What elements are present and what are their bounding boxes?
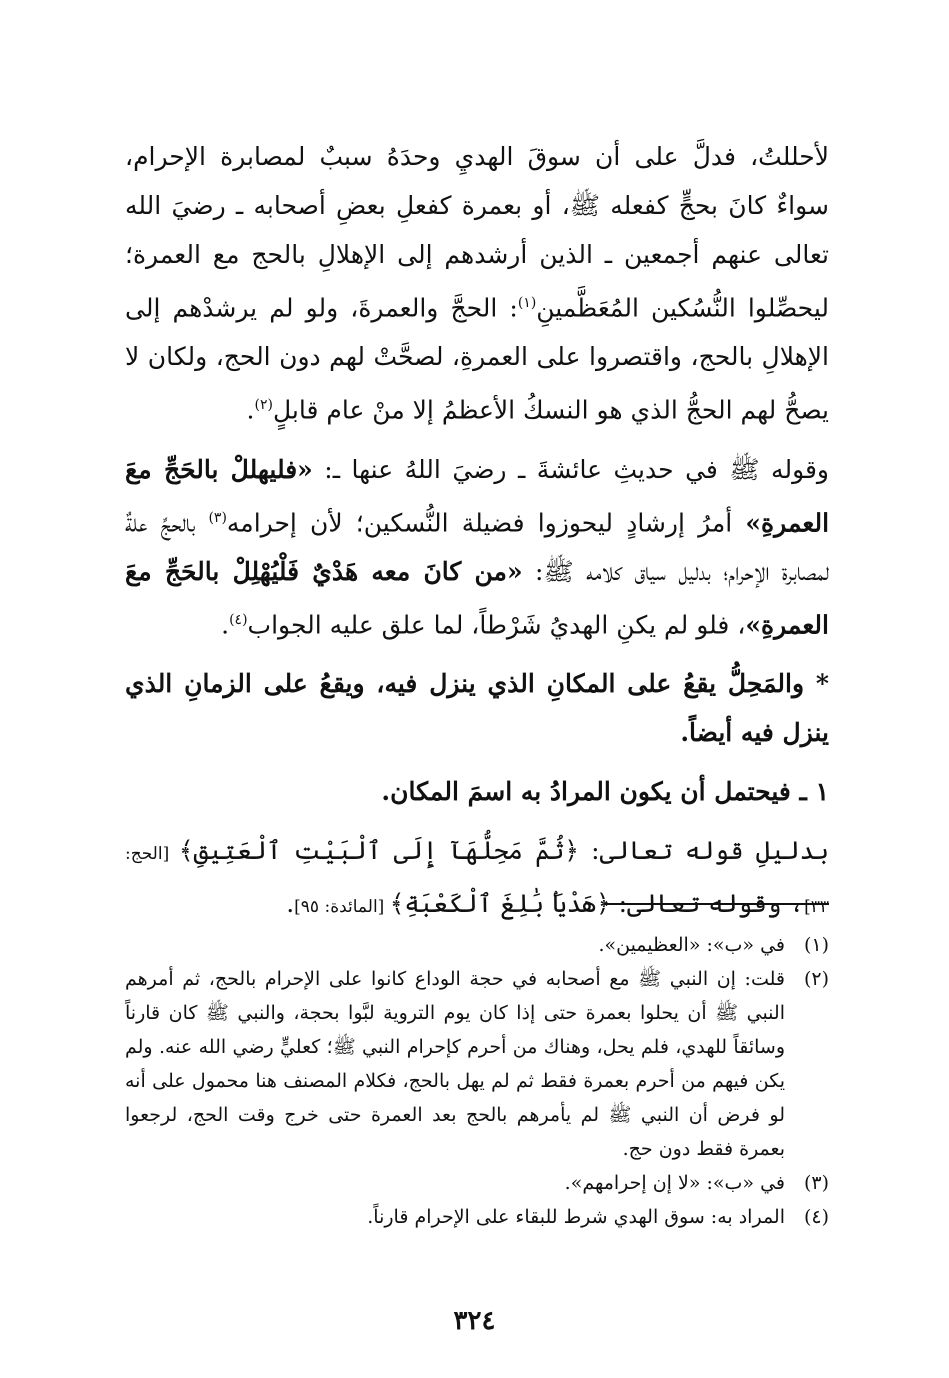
footnote-number: (٣) <box>803 1172 829 1194</box>
footnote <box>125 1166 829 1200</box>
footnote-ref-2[interactable]: (٢) <box>254 397 273 414</box>
footnote-number: (٤) <box>803 1206 829 1228</box>
quran-verse-2: ﴿هَدْيَاۢ بَٰلِغَ ٱلْكَعْبَةِ﴾ <box>389 889 611 919</box>
footnote-ref-3[interactable]: (٣) <box>208 509 227 526</box>
paragraph-5: بدليلِ قوله تعالى: ﴿ثُمَّ مَحِلُّهَآ إِلَى ٱلْبَيْتِ ٱلْعَتِيقِ﴾ [الحج: ٣٣]، وقوله تعالى: ﴿هَدْيَاۢ بَٰلِغَ ٱلْكَعْبَةِ﴾ [المائدة: ٩٥]. <box>125 836 829 919</box>
footnote-text: في «ب»: «لا إن إحرامهم». <box>564 1172 785 1194</box>
verse-ref-1: [الحج: ٣٣] <box>125 844 829 918</box>
page-number: ٣٢٤ <box>453 1306 496 1336</box>
footnotes <box>125 928 829 1234</box>
verse-ref-2: [المائدة: ٩٥] <box>294 897 390 918</box>
footnote-divider <box>604 903 829 905</box>
footnote-number: (١) <box>803 934 829 956</box>
footnote-text: المراد به: سوق الهدي شرط للبقاء على الإحرام قارناً. <box>367 1206 785 1228</box>
hadith-quote-2: «من كانَ معه هَدْيٌ فَلْيُهْلِلْ بالحَجِّ معَ العمرةِ» <box>125 556 829 640</box>
quran-verse-1: ﴿ثُمَّ مَحِلُّهَآ إِلَى ٱلْبَيْتِ ٱلْعَتِيقِ﴾ <box>178 836 580 866</box>
paragraph-2: وقوله ﷺ في حديثِ عائشةَ ـ رضيَ اللهُ عنها ـ: «فليهللْ بالحَجِّ معَ العمرةِ» أمرُ إرشادٍ ليحوزوا فضيلة النُّسكين؛ لأن إحرامه$^{(٣)}$ بالحجِّ علةٌ لمصابرة الإحرام؛ بدليل سياق كلامه ﷺ: «من كانَ معه هَدْيٌ فَلْيُهْلِلْ بالحَجِّ معَ العمرةِ»، فلو لم يكنِ الهديُ شَرْطاً، لما علق عليه الجواب$^{(٤)}$. <box>125 454 830 640</box>
footnote-number: (٢) <box>803 968 829 990</box>
paragraph-1: لأحللتُ، فدلَّ على أن سوقَ الهديِ وحدَهُ سببٌ لمصابرة الإحرام، سواءٌ كانَ بحجٍّ كفعله ﷺ، أو بعمرة كفعلِ بعضِ أصحابه ـ رضيَ الله تعالى عنهم أجمعين ـ الذين أرشدهم إلى الإهلالِ بالحج مع العمرة؛ ليحصِّلوا النُّسُكين المُعَظَّمينِ$^{(١)}$: الحجَّ والعمرةَ، ولو لم يرشدْهم إلى الإهلالِ بالحج، واقتصروا على العمرةِ، لصحَّتْ لهم دون الحج، ولكان لا يصحُّ لهم الحجُّ الذي هو النسكُ الأعظمُ إلا منْ عام قابلٍ$^{(٢)}$. <box>125 142 829 425</box>
hadith-quote-1: «فليهللْ بالحَجِّ معَ العمرةِ» <box>125 454 830 537</box>
footnote-ref-1[interactable]: (١) <box>517 295 537 311</box>
footnote-ref-4[interactable]: (٤) <box>229 611 248 628</box>
footnote <box>125 1200 829 1234</box>
footnote <box>125 962 829 1166</box>
footnote-text: قلت: إن النبي ﷺ مع أصحابه في حجة الوداع كانوا على الإحرام بالحج، ثم أمرهم النبي ﷺ أن يحلوا بعمرة حتى إذا كان يوم التروية لبَّوا بحجة، والنبي ﷺ كان قارناً وسائقاً للهدي، فلم يحل، وهناك من أحرم كإحرام النبي ﷺ؛ كعليٍّ رضي الله عنه. ولم يكن فيهم من أحرم بعمرة فقط ثم لم يهل بالحج، فكلام المصنف هنا محمول على أنه لو فرض أن النبي ﷺ لم يأمرهم بالحج بعد العمرة حتى خرج وقت الحج، لرجعوا بعمرة فقط دون حج. <box>125 968 785 1160</box>
paragraph-3: * والمَحِلُّ يقعُ على المكانِ الذي ينزل فيه، ويقعُ على الزمانِ الذي ينزل فيه أيضاً. <box>125 669 829 748</box>
footnote-text: في «ب»: «العظيمين». <box>598 934 785 956</box>
paragraph-4: ١ ـ فيحتمل أن يكون المرادُ به اسمَ المكان. <box>381 777 829 807</box>
main-text <box>125 132 829 932</box>
footnote <box>125 928 829 962</box>
